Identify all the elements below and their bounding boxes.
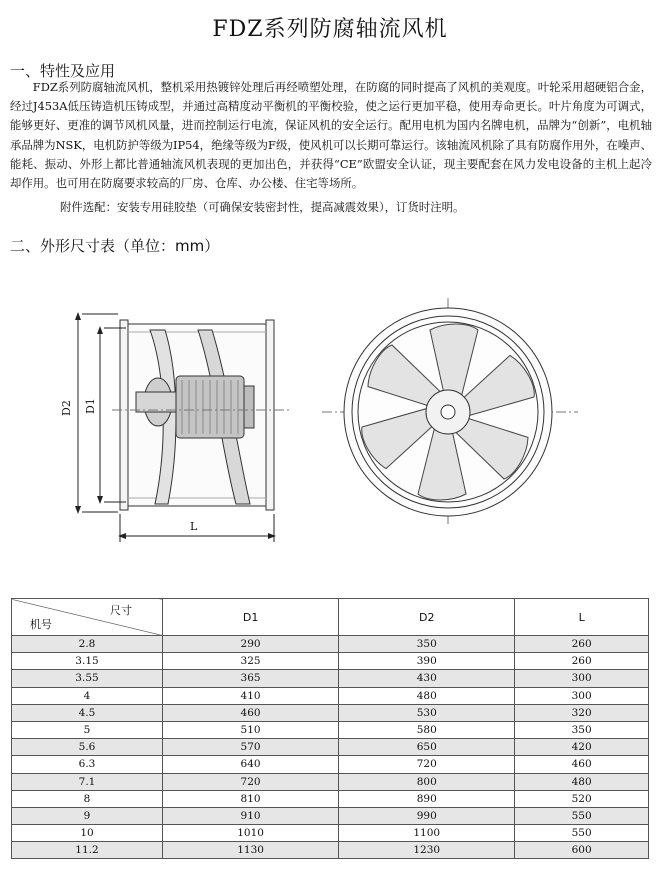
cell-model: 3.55: [12, 670, 163, 687]
cell-model: 4: [12, 687, 163, 704]
cell-l: 260: [515, 653, 649, 670]
cell-l: 420: [515, 739, 649, 756]
cell-d2: 800: [339, 773, 515, 790]
cell-d1: 810: [163, 790, 339, 807]
section-heading-dimensions: 二、外形尺寸表（单位：mm）: [10, 237, 220, 255]
cell-model: 8: [12, 790, 163, 807]
front-view: [322, 298, 578, 526]
cell-l: 260: [515, 636, 649, 653]
cell-l: 300: [515, 687, 649, 704]
cell-d2: 720: [339, 756, 515, 773]
table-row: [12, 842, 649, 859]
table-row: [12, 739, 649, 756]
table-row: [12, 687, 649, 704]
cell-d1: 1010: [163, 825, 339, 842]
label-l: L: [190, 520, 198, 533]
table-row: [12, 636, 649, 653]
features-paragraph: FDZ系列防腐轴流风机，整机采用热镀锌处理后再经喷塑处理，在防腐的同时提高了风机的美观度。叶轮采用超硬铝合金，经过J453A低压铸造机压铸成型，并通过高精度动平衡机的平衡校验，使之运行更加平稳，使用寿命更长。叶片角度为可调式，能够更好、更准的调节风机风量，进而控制运行电流，保证风机的安全运行。配用电机为国内名牌电机，品牌为“创新”，电机轴承品牌为NSK，电机防护等级为IP54，绝缘等级为F级，使风机可以长期可靠运行。该轴流风机除了具有防腐作用外，在噪声、能耗、振动、外形上都比普通轴流风机表现的更加出色，并获得“CE”欧盟安全认证，现主要配套在风力发电设备的主机上起冷却作用。也可用在防腐要求较高的厂房、仓库、办公楼、住宅等场所。: [10, 80, 652, 191]
cell-d1: 910: [163, 807, 339, 824]
cell-d2: 990: [339, 807, 515, 824]
fan-drawing: [0, 292, 660, 557]
cell-d2: 890: [339, 790, 515, 807]
label-d1: D1: [84, 398, 97, 414]
cell-l: 550: [515, 807, 649, 824]
column-header-d2: D2: [339, 599, 515, 636]
cell-l: 320: [515, 704, 649, 721]
cell-model: 7.1: [12, 773, 163, 790]
section-heading-features: 一、特性及应用: [10, 62, 116, 80]
cell-d2: 1100: [339, 825, 515, 842]
cell-model: 4.5: [12, 704, 163, 721]
page-title: FDZ系列防腐轴流风机: [212, 17, 448, 42]
cell-d1: 365: [163, 670, 339, 687]
table-row: [12, 704, 649, 721]
cell-d2: 480: [339, 687, 515, 704]
table-row: [12, 790, 649, 807]
column-header-l: L: [515, 599, 649, 636]
cell-d2: 1230: [339, 842, 515, 859]
table-row: [12, 773, 649, 790]
cell-d2: 430: [339, 670, 515, 687]
cell-d2: 650: [339, 739, 515, 756]
table-row: [12, 825, 649, 842]
cell-model: 11.2: [12, 842, 163, 859]
label-d2: D2: [60, 400, 73, 416]
cell-d1: 460: [163, 704, 339, 721]
cell-model: 5: [12, 721, 163, 738]
cell-l: 550: [515, 825, 649, 842]
cell-d1: 410: [163, 687, 339, 704]
corner-label-size: 尺寸: [110, 604, 132, 617]
cell-l: 520: [515, 790, 649, 807]
column-header-d1: D1: [163, 599, 339, 636]
cell-d2: 530: [339, 704, 515, 721]
cell-d2: 390: [339, 653, 515, 670]
cell-d1: 290: [163, 636, 339, 653]
corner-label-model: 机号: [30, 618, 52, 631]
cell-d1: 325: [163, 653, 339, 670]
cell-model: 5.6: [12, 739, 163, 756]
side-view: [112, 320, 290, 510]
cell-model: 6.3: [12, 756, 163, 773]
table-corner-header: [12, 599, 163, 636]
dimension-table: [11, 598, 649, 859]
cell-d1: 640: [163, 756, 339, 773]
cell-d1: 570: [163, 739, 339, 756]
cell-model: 10: [12, 825, 163, 842]
cell-l: 460: [515, 756, 649, 773]
table-row: [12, 653, 649, 670]
cell-model: 9: [12, 807, 163, 824]
table-row: [12, 670, 649, 687]
table-row: [12, 807, 649, 824]
cell-d2: 350: [339, 636, 515, 653]
cell-l: 480: [515, 773, 649, 790]
cell-d1: 720: [163, 773, 339, 790]
cell-d1: 1130: [163, 842, 339, 859]
accessory-note: 附件选配：安装专用硅胶垫（可确保安装密封性，提高减震效果），订货时注明。: [60, 200, 465, 214]
table-row: [12, 756, 649, 773]
cell-d2: 580: [339, 721, 515, 738]
cell-model: 3.15: [12, 653, 163, 670]
cell-model: 2.8: [12, 636, 163, 653]
cell-d1: 510: [163, 721, 339, 738]
table-row: [12, 721, 649, 738]
cell-l: 350: [515, 721, 649, 738]
cell-l: 300: [515, 670, 649, 687]
cell-l: 600: [515, 842, 649, 859]
